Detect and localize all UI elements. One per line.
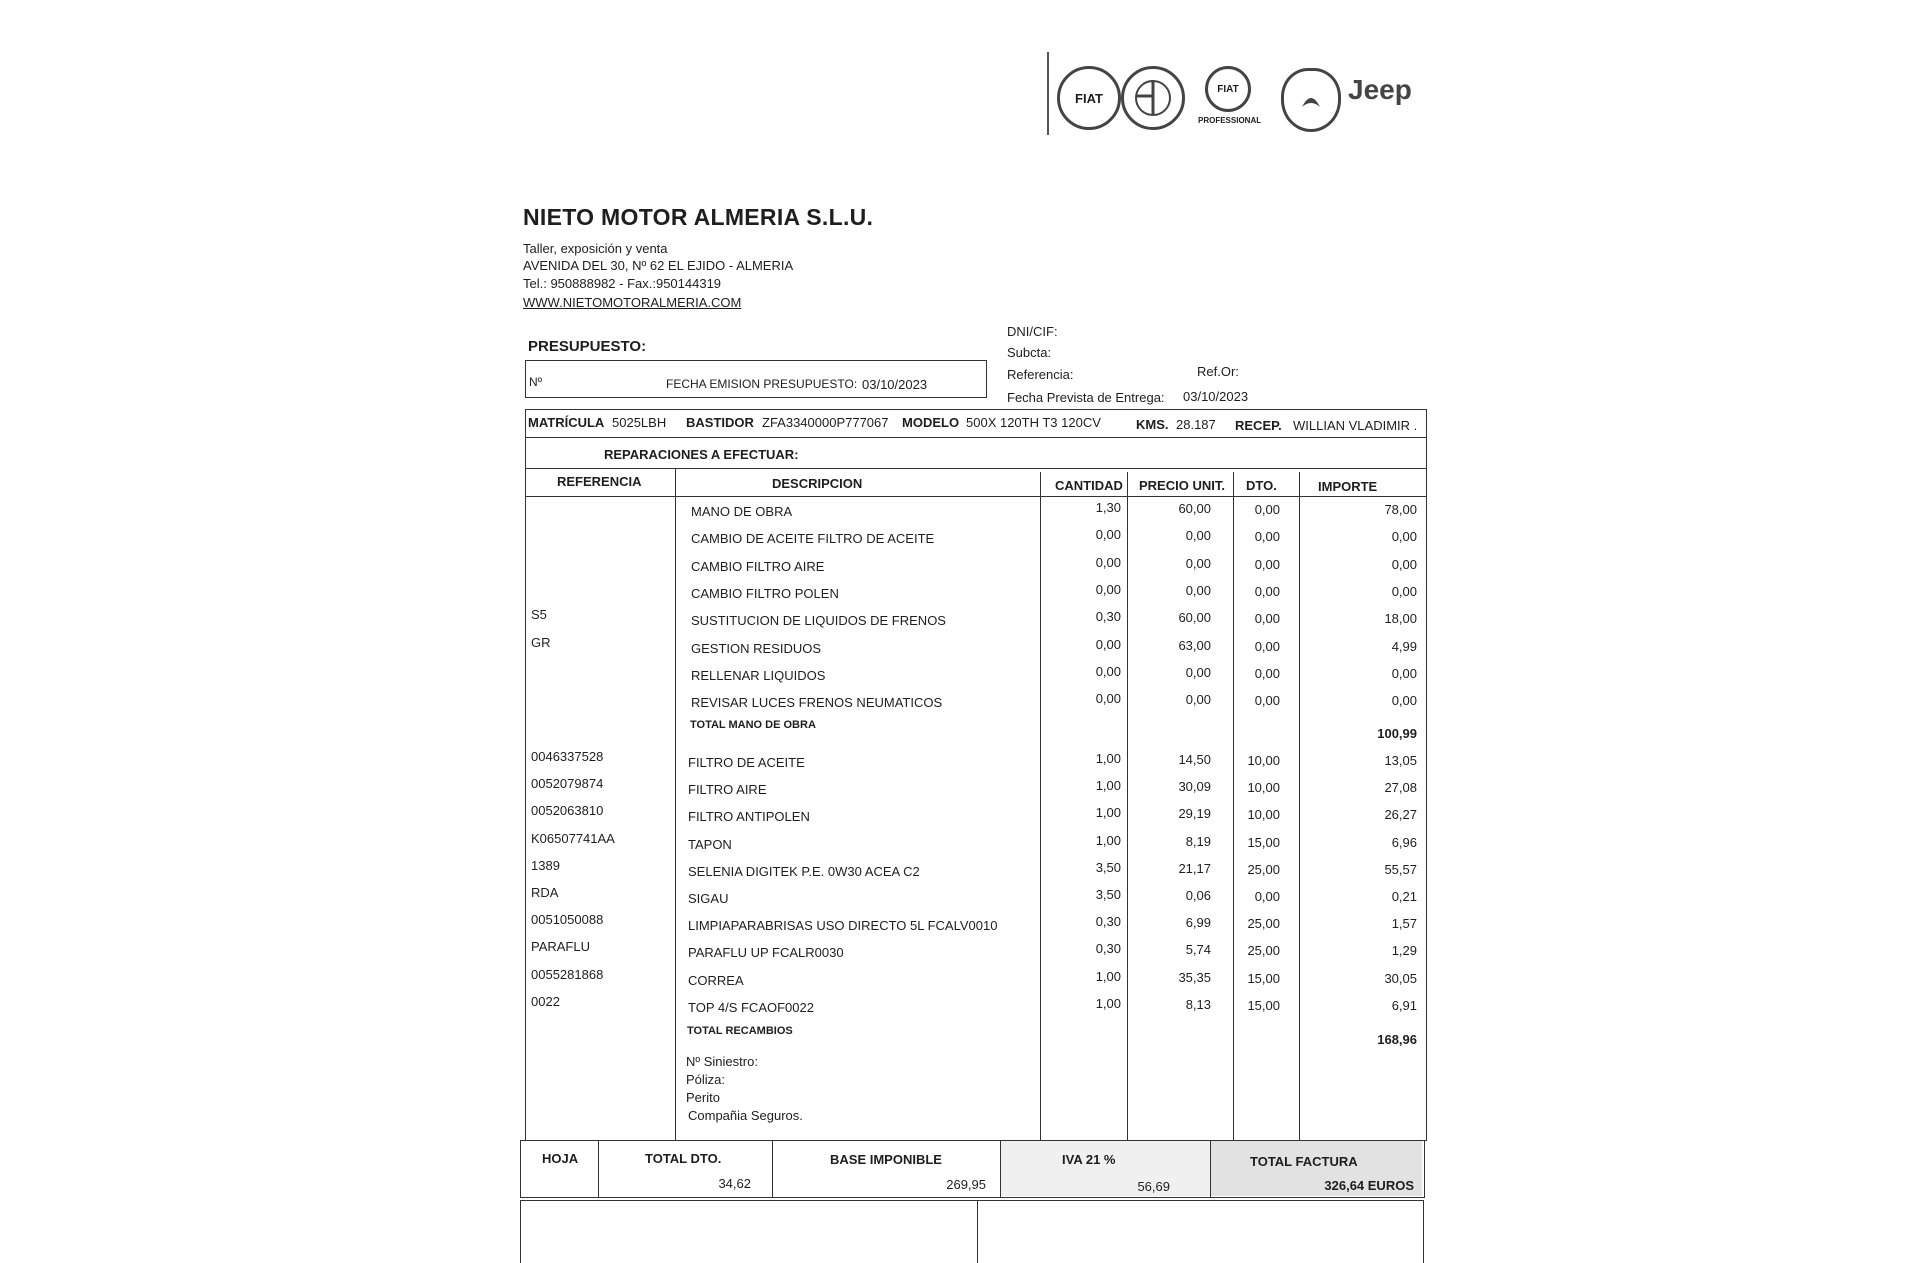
row-amount: 13,05: [1384, 753, 1417, 768]
row-description: CAMBIO DE ACEITE FILTRO DE ACEITE: [691, 531, 935, 547]
fecha-prevista-label: Fecha Prevista de Entrega:: [1007, 390, 1165, 405]
row-amount: 26,27: [1384, 807, 1417, 823]
row-reference: 1389: [531, 857, 560, 873]
row-reference: 0052079874: [531, 776, 604, 792]
company-address: AVENIDA DEL 30, Nº 62 EL EJIDO - ALMERIA: [523, 258, 794, 273]
row-quantity: 0,00: [1095, 581, 1121, 597]
matricula-label: MATRÍCULA: [528, 415, 605, 430]
recep-label: RECEP.: [1235, 418, 1282, 433]
row-price: 60,00: [1178, 501, 1211, 516]
dni-cif-label: DNI/CIF:: [1007, 324, 1058, 339]
row-discount: 25,00: [1247, 943, 1280, 959]
row-amount: 1,57: [1391, 916, 1417, 932]
row-discount: 0,00: [1254, 889, 1280, 904]
row-quantity: 0,30: [1095, 941, 1121, 957]
kms-label: KMS.: [1136, 417, 1169, 432]
bottom-box-left: [520, 1200, 978, 1263]
row-price: 21,17: [1178, 860, 1211, 876]
col-cantidad: CANTIDAD: [1055, 478, 1123, 493]
company-website: WWW.NIETOMOTORALMERIA.COM: [523, 295, 742, 310]
fiat-professional-logo: FIAT: [1205, 66, 1251, 112]
row-description: FILTRO ANTIPOLEN: [688, 809, 810, 825]
row-reference: 0022: [531, 993, 560, 1009]
row-description: REVISAR LUCES FRENOS NEUMATICOS: [691, 695, 943, 711]
base-imponible-value: 269,95: [946, 1177, 986, 1192]
row-discount: 25,00: [1247, 916, 1280, 932]
row-amount: 0,00: [1391, 529, 1417, 545]
col-precio: PRECIO UNIT.: [1139, 478, 1225, 493]
row-discount: 10,00: [1247, 807, 1280, 823]
perito-label: Perito: [686, 1090, 720, 1105]
kms-value: 28.187: [1176, 417, 1216, 432]
total-recambios-label: TOTAL RECAMBIOS: [687, 1025, 793, 1037]
main-table-frame: [525, 409, 1427, 1141]
hoja-label: HOJA: [542, 1151, 579, 1166]
modelo-value: 500X 120TH T3 120CV: [966, 415, 1101, 430]
row-reference: 0052063810: [531, 803, 604, 819]
col-dto: DTO.: [1246, 478, 1277, 493]
total-mano-obra-label: TOTAL MANO DE OBRA: [690, 719, 816, 731]
row-reference: S5: [531, 607, 547, 623]
row-amount: 6,91: [1391, 997, 1417, 1013]
row-discount: 15,00: [1247, 970, 1280, 986]
iva-shade: [1000, 1141, 1210, 1196]
totals-div4: [1210, 1140, 1211, 1197]
reparaciones-title: REPARACIONES A EFECTUAR:: [604, 447, 799, 462]
row-amount: 0,00: [1391, 665, 1417, 681]
row-quantity: 0,00: [1095, 636, 1121, 652]
vehicle-row-divider: [525, 437, 1427, 438]
row-quantity: 1,00: [1095, 751, 1121, 766]
row-discount: 25,00: [1247, 861, 1280, 877]
row-description: SIGAU: [688, 891, 729, 906]
row-description: PARAFLU UP FCALR0030: [688, 945, 844, 961]
row-price: 29,19: [1178, 806, 1211, 822]
row-description: CAMBIO FILTRO POLEN: [691, 585, 839, 601]
iva-value: 56,69: [1137, 1179, 1170, 1194]
row-price: 6,99: [1185, 915, 1211, 931]
row-description: FILTRO AIRE: [688, 782, 767, 798]
jeep-logo: Jeep: [1348, 74, 1412, 105]
col-divider-dto: [1299, 472, 1300, 1140]
row-quantity: 0,00: [1095, 691, 1121, 707]
referencia-label: Referencia:: [1007, 367, 1074, 382]
row-price: 8,19: [1185, 833, 1211, 849]
row-description: TOP 4/S FCAOF0022: [688, 999, 814, 1015]
row-amount: 1,29: [1391, 943, 1417, 959]
row-price: 60,00: [1178, 610, 1211, 626]
row-price: 0,00: [1185, 664, 1211, 680]
row-reference: PARAFLU: [531, 939, 590, 955]
abarth-logo: [1281, 68, 1341, 132]
fiat-professional-caption: PROFESSIONAL: [1198, 116, 1262, 125]
col-divider-price: [1233, 472, 1234, 1140]
fecha-emision-value: 03/10/2023: [862, 377, 928, 392]
row-quantity: 1,00: [1095, 968, 1121, 984]
row-discount: 0,00: [1254, 583, 1280, 599]
total-factura-label: TOTAL FACTURA: [1250, 1154, 1358, 1169]
subcta-label: Subcta:: [1007, 345, 1052, 360]
row-amount: 55,57: [1384, 861, 1417, 877]
col-divider-qty: [1127, 472, 1128, 1140]
row-amount: 6,96: [1391, 834, 1417, 850]
bastidor-label: BASTIDOR: [686, 415, 754, 430]
col-divider-ref: [675, 468, 676, 1140]
row-price: 0,00: [1185, 692, 1211, 708]
row-quantity: 1,30: [1095, 500, 1121, 515]
row-description: RELLENAR LIQUIDOS: [691, 667, 826, 683]
row-description: TAPON: [688, 836, 732, 852]
row-quantity: 0,30: [1095, 609, 1121, 625]
row-discount: 10,00: [1247, 753, 1280, 768]
row-quantity: 1,00: [1095, 805, 1121, 821]
row-discount: 15,00: [1247, 834, 1280, 850]
siniestro-label: Nº Siniestro:: [686, 1054, 758, 1069]
row-quantity: 0,00: [1095, 527, 1121, 543]
row-amount: 0,00: [1391, 583, 1417, 599]
total-factura-value: 326,64 EUROS: [1324, 1178, 1414, 1193]
modelo-label: MODELO: [902, 415, 960, 430]
columns-header-bottom: [525, 496, 1427, 497]
recep-value: WILLIAN VLADIMIR .: [1293, 418, 1418, 433]
company-phone: Tel.: 950888982 - Fax.:950144319: [523, 276, 722, 291]
row-discount: 0,00: [1254, 638, 1280, 654]
row-quantity: 1,00: [1095, 832, 1121, 848]
col-referencia: REFERENCIA: [557, 474, 642, 489]
poliza-label: Póliza:: [686, 1072, 726, 1087]
row-amount: 18,00: [1384, 611, 1417, 627]
row-reference: RDA: [531, 885, 559, 900]
row-amount: 78,00: [1384, 502, 1417, 517]
row-discount: 0,00: [1254, 693, 1280, 709]
row-amount: 27,08: [1384, 780, 1417, 796]
row-discount: 0,00: [1254, 502, 1280, 517]
row-reference: 0055281868: [531, 966, 604, 982]
row-description: MANO DE OBRA: [691, 504, 793, 519]
alfa-romeo-logo: [1121, 66, 1185, 130]
presupuesto-number-label: Nº: [529, 375, 543, 389]
row-quantity: 1,00: [1095, 995, 1121, 1011]
totals-div3: [1000, 1140, 1001, 1197]
presupuesto-title: PRESUPUESTO:: [528, 338, 647, 355]
fecha-emision-label: FECHA EMISION PRESUPUESTO:: [666, 377, 858, 391]
row-description: SELENIA DIGITEK P.E. 0W30 ACEA C2: [688, 863, 920, 879]
row-discount: 0,00: [1254, 556, 1280, 572]
row-amount: 0,21: [1391, 889, 1417, 904]
row-reference: 0051050088: [531, 912, 604, 928]
row-price: 35,35: [1178, 969, 1211, 985]
row-discount: 0,00: [1254, 611, 1280, 627]
row-description: CAMBIO FILTRO AIRE: [691, 558, 825, 574]
row-description: LIMPIAPARABRISAS USO DIRECTO 5L FCALV0010: [688, 918, 998, 934]
matricula-value: 5025LBH: [612, 415, 667, 430]
company-line1: Taller, exposición y venta: [523, 241, 668, 256]
total-dto-label: TOTAL DTO.: [645, 1151, 722, 1166]
row-discount: 0,00: [1254, 529, 1280, 545]
row-quantity: 0,00: [1095, 554, 1121, 570]
row-price: 8,13: [1185, 996, 1211, 1012]
row-price: 0,00: [1185, 582, 1211, 598]
row-description: FILTRO DE ACEITE: [688, 755, 805, 770]
row-quantity: 0,00: [1095, 663, 1121, 679]
base-imponible-label: BASE IMPONIBLE: [830, 1152, 942, 1167]
row-quantity: 3,50: [1095, 859, 1121, 875]
row-amount: 30,05: [1384, 970, 1417, 986]
company-name: NIETO MOTOR ALMERIA S.L.U.: [523, 204, 874, 230]
row-price: 0,06: [1185, 888, 1211, 903]
col-importe: IMPORTE: [1318, 479, 1378, 494]
row-discount: 0,00: [1254, 665, 1280, 681]
row-description: GESTION RESIDUOS: [691, 640, 822, 656]
compania-label: Compañia Seguros.: [688, 1108, 803, 1123]
columns-header-top: [525, 468, 1427, 469]
row-amount: 0,00: [1391, 693, 1417, 709]
col-divider-desc: [1040, 472, 1041, 1140]
row-price: 0,00: [1185, 555, 1211, 571]
row-discount: 15,00: [1247, 997, 1280, 1013]
row-price: 5,74: [1185, 942, 1211, 958]
row-description: SUSTITUCION DE LIQUIDOS DE FRENOS: [691, 613, 946, 629]
col-descripcion: DESCRIPCION: [772, 476, 863, 491]
totals-div2: [772, 1140, 773, 1197]
total-mano-obra-value: 100,99: [1377, 726, 1417, 741]
row-amount: 4,99: [1391, 638, 1417, 654]
row-quantity: 1,00: [1095, 778, 1121, 794]
totals-div1: [598, 1140, 599, 1197]
total-dto-value: 34,62: [718, 1176, 751, 1191]
row-price: 0,00: [1185, 528, 1211, 544]
row-discount: 10,00: [1247, 780, 1280, 796]
row-reference: 0046337528: [531, 749, 604, 764]
bastidor-value: ZFA3340000P777067: [762, 415, 889, 430]
iva-label: IVA 21 %: [1062, 1152, 1116, 1167]
ref-or-label: Ref.Or:: [1197, 364, 1239, 379]
bottom-box-right: [976, 1200, 1424, 1263]
fiat-logo: FIAT: [1057, 66, 1121, 130]
row-reference: K06507741AA: [531, 830, 615, 846]
row-quantity: 0,30: [1095, 914, 1121, 930]
fecha-prevista-value: 03/10/2023: [1183, 389, 1249, 404]
row-amount: 0,00: [1391, 556, 1417, 572]
total-recambios-value: 168,96: [1377, 1032, 1417, 1047]
row-price: 30,09: [1178, 779, 1211, 795]
logo-divider: [1047, 52, 1049, 135]
row-description: CORREA: [688, 972, 744, 988]
row-reference: GR: [531, 634, 551, 650]
row-price: 63,00: [1178, 637, 1211, 653]
row-quantity: 3,50: [1095, 887, 1121, 902]
row-price: 14,50: [1178, 752, 1211, 767]
